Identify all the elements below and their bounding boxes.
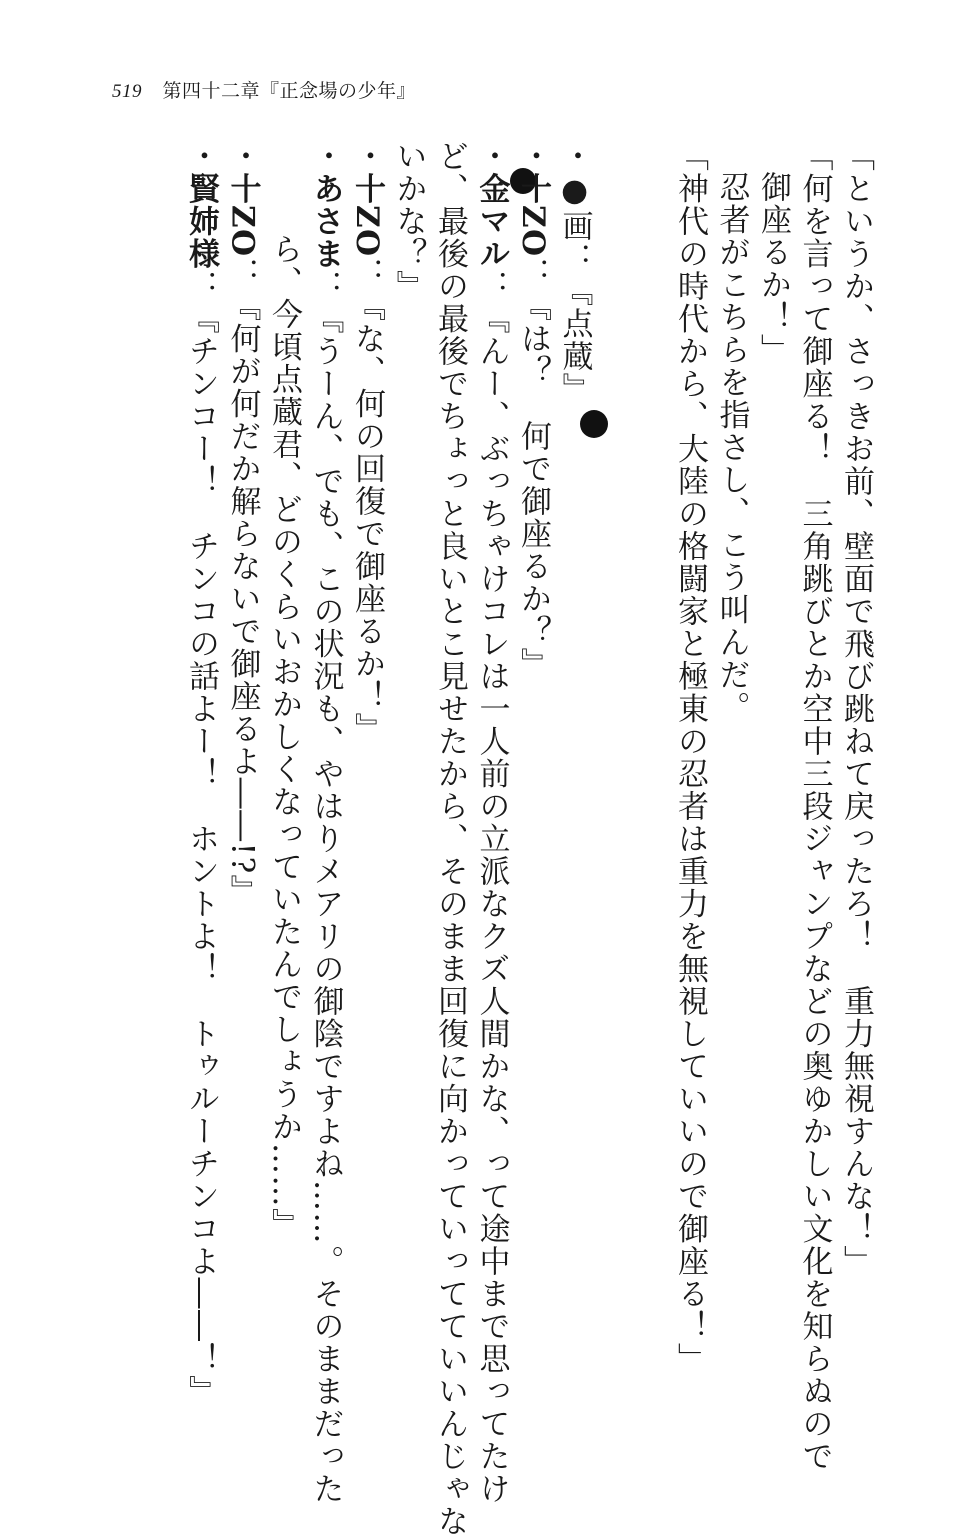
vertical-text-body xyxy=(180,140,877,1538)
speaker-name: 金マル xyxy=(473,172,510,270)
dialogue-text: ：『うーん、でも、この状況も、やはりメアリの御陰ですよね……。そのままだった xyxy=(307,270,344,1505)
section-gap xyxy=(595,140,669,1380)
speaker-name: 十ZO xyxy=(515,172,551,258)
dialogue-line: ・十ZO：『何が何だか解らないで御座るよ――!?』 xyxy=(224,140,261,908)
dialogue-text: ：『な、何の回復で御座るか！』 xyxy=(349,257,385,746)
dialogue-line: ・あさま：『うーん、でも、この状況も、やはりメアリの御陰ですよね……。そのままだった xyxy=(307,140,344,1505)
dialogue-line: ・十ZO：『は？ 何で御座るか？』 xyxy=(515,140,551,681)
speaker-name: あさま xyxy=(307,172,344,270)
dialogue-text: ：『は？ 何で御座るか？』 xyxy=(515,257,551,681)
body-line: 忍者がこちらを指さし、こう叫んだ。 xyxy=(713,171,750,724)
body-line: 「というか、さっきお前、壁面で飛び跳ねて戻ったろ！ 重力無視すんな！」 xyxy=(838,140,874,1278)
speaker-name: 賢姉様 xyxy=(183,172,219,270)
dialogue-text: ：『チンコー！ チンコの話よー！ ホントよ！ トゥルーチンコよ――！』 xyxy=(183,270,219,1408)
dialogue-continuation: ど、最後の最後でちょっと良いとこ見せたから、そのまま回復に向かっていってていいんじゃな xyxy=(432,140,468,1538)
chapter-title: 第四十二章『正念場の少年』 xyxy=(162,80,417,102)
dialogue-line: ・金マル：『んー、ぶっちゃけコレは一人前の立派なクズ人間かな、って途中まで思ってたけ xyxy=(473,140,510,1505)
dialogue-text: ：『んー、ぶっちゃけコレは一人前の立派なクズ人間かな、って途中まで思ってたけ xyxy=(473,270,510,1505)
speaker-name: 十ZO xyxy=(349,172,385,258)
dialogue-line: ・賢姉様：『チンコー！ チンコの話よー！ ホントよ！ トゥルーチンコよ――！』 xyxy=(183,140,219,1408)
body-line: 「何を言って御座る！ 三角跳びとか空中三段ジャンプなどの奥ゆかしい文化を知らぬので xyxy=(796,140,833,1473)
body-line: 「神代の時代から、大陸の格闘家と極東の忍者は重力を無視していいので御座る！」 xyxy=(672,140,708,1375)
page-number: 519 xyxy=(112,81,142,102)
dialogue-line: ・十ZO：『な、何の回復で御座るか！』 xyxy=(349,140,385,746)
dialogue-text: ：『何が何だか解らないで御座るよ――!?』 xyxy=(224,257,261,908)
speaker-name: ● xyxy=(556,172,593,210)
body-line: 御座るか！」 xyxy=(755,171,791,366)
dialogue-continuation: いかな？』 xyxy=(390,140,427,303)
page-header xyxy=(112,76,416,103)
speaker-name: 十ZO xyxy=(224,172,261,258)
dialogue-continuation: ら、今頃点蔵君、どのくらいおかしくなっていたんでしょうか……』 xyxy=(266,233,302,1241)
dialogue-text: 画：『点蔵』 xyxy=(556,210,593,405)
dialogue-line: ・●画：『点蔵』 xyxy=(556,140,593,405)
